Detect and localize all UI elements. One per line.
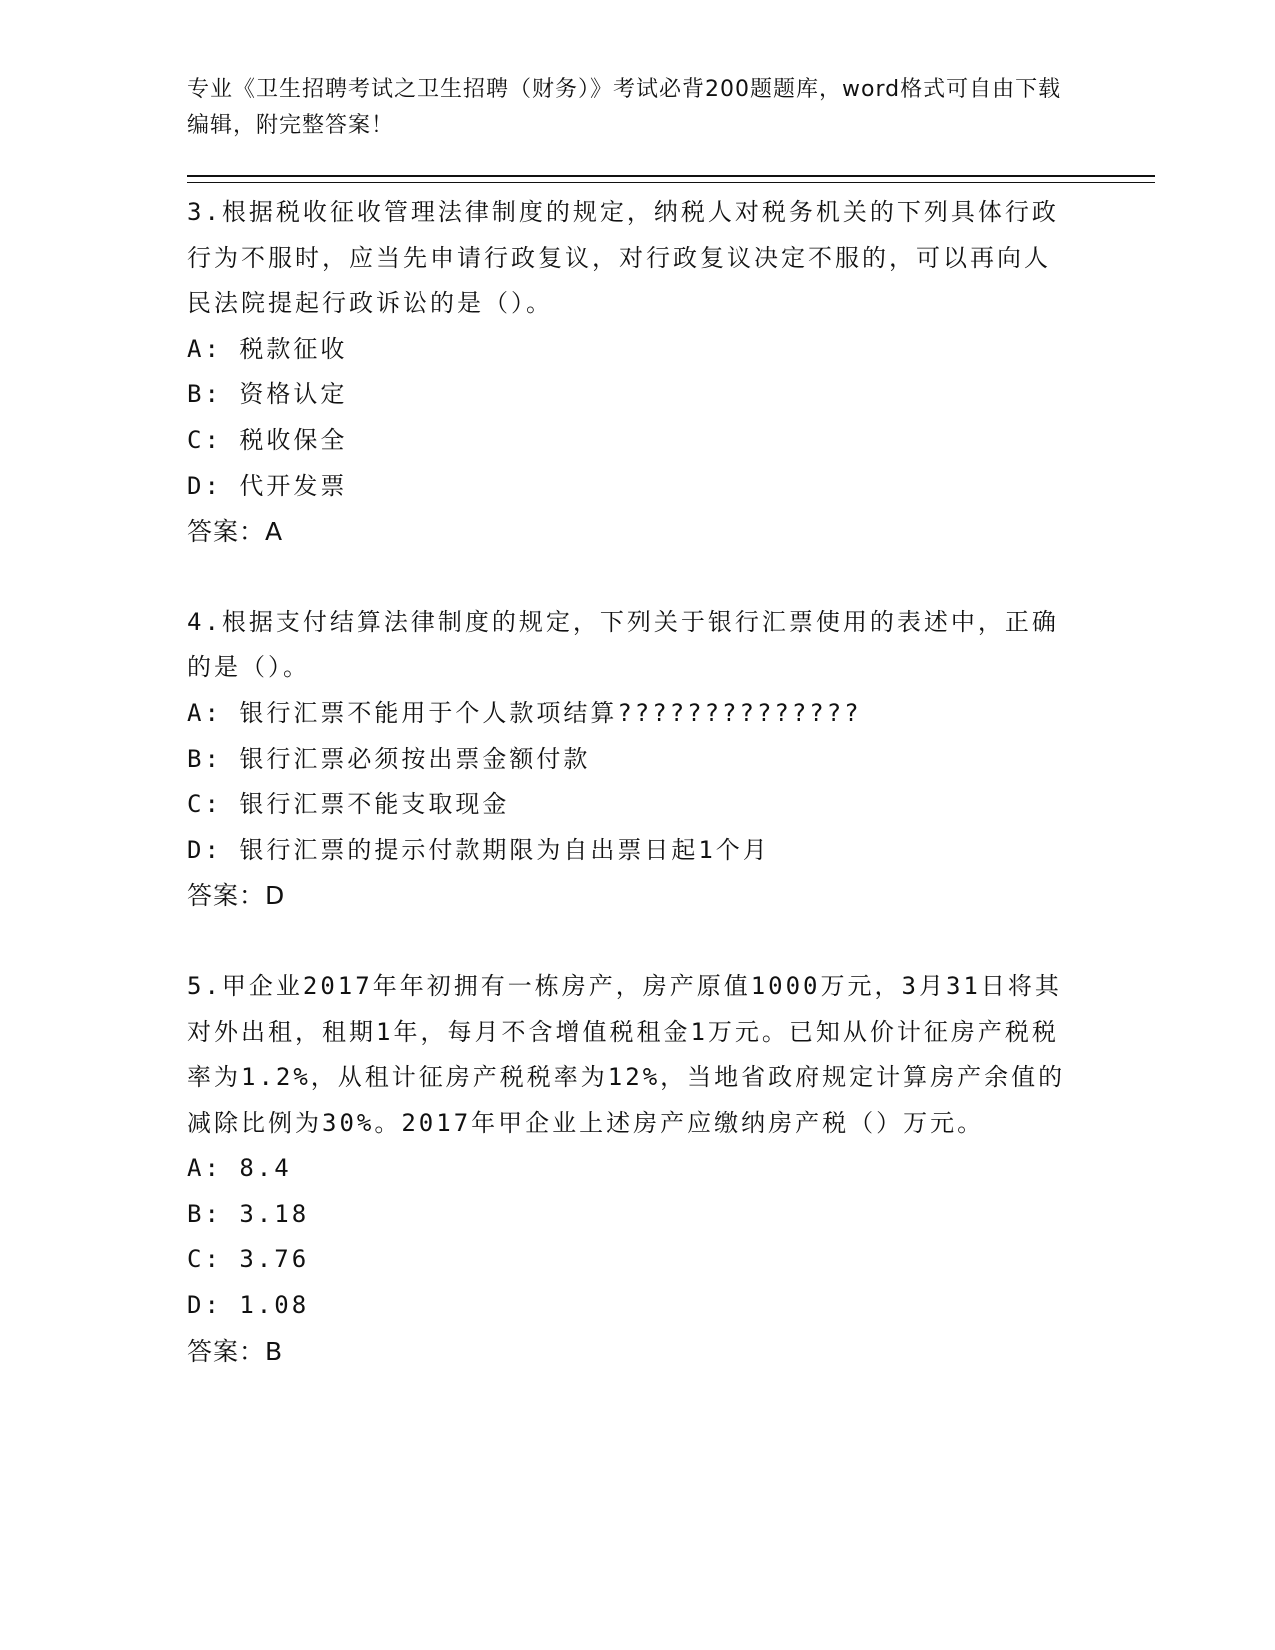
document-header-note: 专业《卫生招聘考试之卫生招聘（财务）》考试必背200题题库，word格式可自由下载编辑，附完整答案！ [187, 77, 1062, 138]
question-stem: 5.甲企业2017年年初拥有一栋房产，房产原值1000万元，3月31日将其对外出租，租期1年，每月不含增值税租金1万元。已知从价计征房产税税率为1.2%，从租计征房产税税率为12%，当地省政府规定计算房产余值的减除比例为30%。2017年甲企业上述房产应缴纳房产税（）万元。 [187, 971, 1066, 1137]
option-b: B: 资格认定 [187, 380, 348, 409]
option-d: D: 银行汇票的提示付款期限为自出票日起1个月 [187, 835, 770, 864]
answer-line: 答案：A [187, 517, 284, 547]
option-a: A: 税款征收 [187, 334, 348, 363]
option-d: D: 1.08 [187, 1291, 310, 1320]
header-rule-thick [187, 175, 1155, 177]
question-3 [187, 190, 1067, 555]
option-a: A: 银行汇票不能用于个人款项结算?????????????? [187, 698, 862, 727]
question-stem: 3.根据税收征收管理法律制度的规定，纳税人对税务机关的下列具体行政行为不服时，应当先申请行政复议，对行政复议决定不服的，可以再向人民法院提起行政诉讼的是（）。 [187, 198, 1059, 318]
header-rule-thin [187, 182, 1155, 183]
answer-line: 答案：B [187, 1336, 284, 1366]
option-b: B: 3.18 [187, 1199, 310, 1228]
question-list [187, 190, 1067, 1419]
option-a: A: 8.4 [187, 1154, 292, 1183]
option-c: C: 3.76 [187, 1245, 310, 1274]
option-c: C: 税收保全 [187, 425, 348, 454]
question-4 [187, 600, 1067, 919]
option-d: D: 代开发票 [187, 471, 348, 500]
answer-line: 答案：D [187, 881, 286, 911]
question-stem: 4.根据支付结算法律制度的规定，下列关于银行汇票使用的表述中，正确的是（）。 [187, 607, 1059, 682]
option-b: B: 银行汇票必须按出票金额付款 [187, 744, 591, 773]
question-5 [187, 964, 1067, 1374]
option-c: C: 银行汇票不能支取现金 [187, 790, 510, 819]
